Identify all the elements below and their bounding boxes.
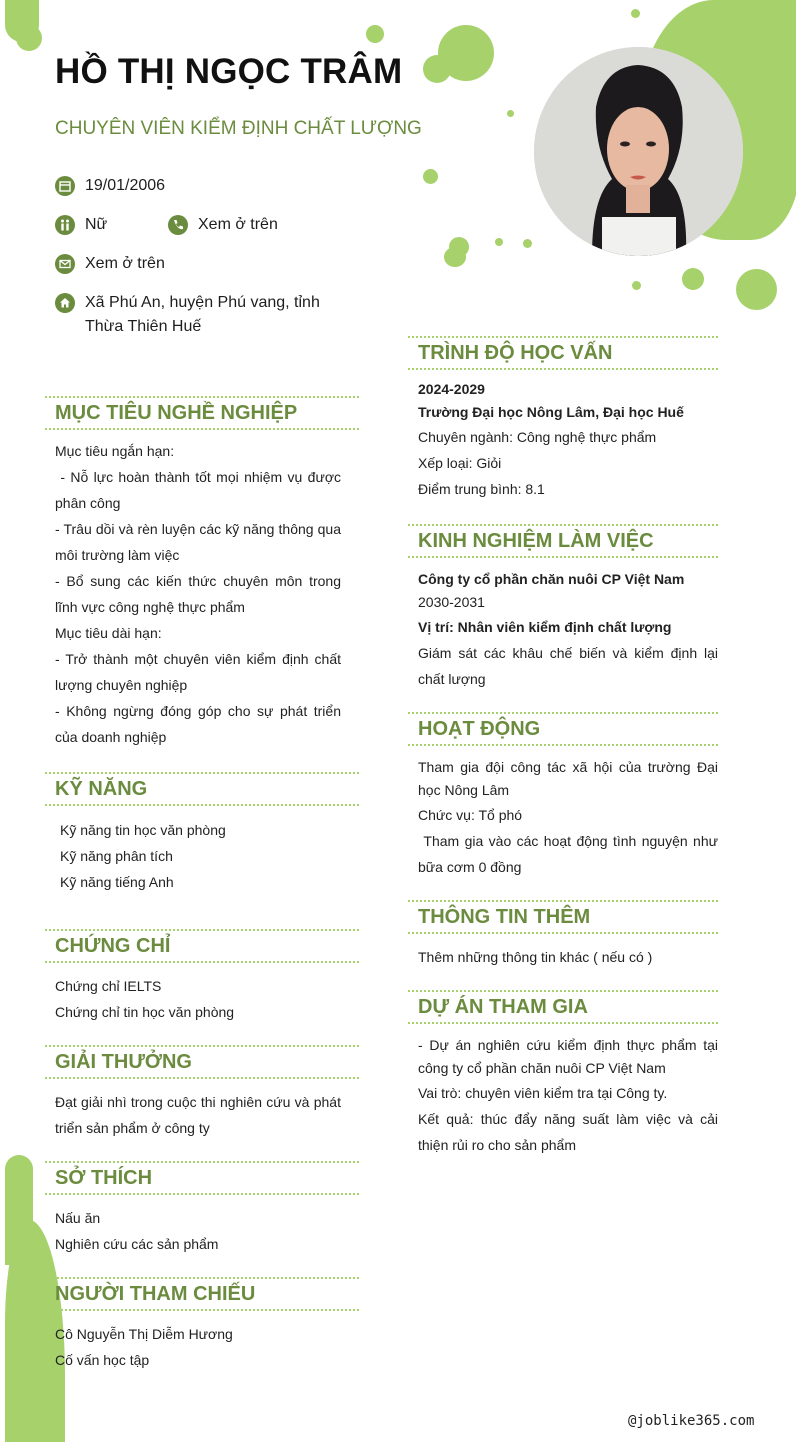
education-major: Chuyên ngành: Công nghệ thực phẩm xyxy=(418,429,657,445)
certificate-item: Chứng chỉ IELTS xyxy=(55,978,162,994)
decor-dot xyxy=(423,169,438,184)
gender-icon xyxy=(55,215,75,235)
decor-dot xyxy=(495,238,503,246)
contact-dob xyxy=(55,174,165,198)
project-role: Vai trò: chuyên viên kiểm tra tại Công ty. xyxy=(418,1085,668,1101)
decor-dot xyxy=(444,247,466,267)
objective-line: - Nỗ lực hoàn thành tốt mọi nhiệm vụ được phân công xyxy=(55,469,345,511)
section-additional xyxy=(408,900,718,970)
gender-text: Nữ xyxy=(85,216,108,233)
address-line1: Xã Phú An, huyện Phú vang, tỉnh xyxy=(85,294,320,311)
objective-line: - Không ngừng đóng góp cho sự phát triển của doanh nghiệp xyxy=(55,703,341,745)
education-years: 2024-2029 xyxy=(418,381,485,397)
decor-dot xyxy=(523,239,532,248)
calendar-icon xyxy=(55,176,75,196)
section-header xyxy=(45,929,359,963)
section-header xyxy=(45,396,359,430)
education-gpa: Điểm trung bình: 8.1 xyxy=(418,481,545,497)
section-title: NGƯỜI THAM CHIẾU xyxy=(55,1282,256,1305)
section-title: THÔNG TIN THÊM xyxy=(418,905,591,928)
candidate-name: HỒ THỊ NGỌC TRÂM xyxy=(55,52,403,91)
education-rank: Xếp loại: Giỏi xyxy=(418,455,502,471)
award-text: Đạt giải nhì trong cuộc thi nghiên cứu và phát triển sản phẩm ở công ty xyxy=(55,1094,341,1136)
reference-item: Cô Nguyễn Thị Diễm Hương xyxy=(55,1326,233,1342)
section-title: GIẢI THƯỞNG xyxy=(55,1050,192,1073)
contact-address xyxy=(55,291,320,339)
section-title: MỤC TIÊU NGHỀ NGHIỆP xyxy=(55,401,298,424)
contact-phone xyxy=(168,213,278,237)
decor-dot xyxy=(507,110,514,117)
decor-dot xyxy=(631,9,640,18)
experience-description: Giám sát các khâu chế biến và kiểm định lại chất lượng xyxy=(418,645,718,687)
objective-line: - Bổ sung các kiến thức chuyên môn trong lĩnh vực công nghệ thực phẩm xyxy=(55,573,341,615)
section-title: SỞ THÍCH xyxy=(55,1166,153,1189)
reference-item: Cố vấn học tập xyxy=(55,1352,150,1368)
skill-item: Kỹ năng phân tích xyxy=(60,848,173,864)
section-skills xyxy=(45,772,359,895)
certificate-item: Chứng chỉ tin học văn phòng xyxy=(55,1004,235,1020)
section-activities xyxy=(408,712,722,880)
objective-line: Mục tiêu ngắn hạn: xyxy=(55,443,175,459)
decor-dot xyxy=(682,268,704,290)
decor-dot xyxy=(423,55,451,83)
objective-line: - Trở thành một chuyên viên kiểm định chất lượng chuyên nghiệp xyxy=(55,651,341,693)
email-text: Xem ở trên xyxy=(85,255,165,272)
experience-years: 2030-2031 xyxy=(418,594,485,610)
section-title: CHỨNG CHỈ xyxy=(55,934,171,957)
email-icon xyxy=(55,254,75,274)
section-hobbies xyxy=(45,1161,359,1257)
phone-text: Xem ở trên xyxy=(198,216,278,233)
section-title: DỰ ÁN THAM GIA xyxy=(418,995,588,1018)
profile-photo xyxy=(534,47,743,256)
hobby-item: Nghiên cứu các sản phẩm xyxy=(55,1236,219,1252)
section-header xyxy=(408,336,718,370)
section-header xyxy=(408,712,718,746)
experience-position: Vị trí: Nhân viên kiểm định chất lượng xyxy=(418,619,672,635)
decor-dot xyxy=(366,25,384,43)
address-line2: Thừa Thiên Huế xyxy=(85,318,202,335)
objective-line: Mục tiêu dài hạn: xyxy=(55,625,162,641)
skill-item: Kỹ năng tiếng Anh xyxy=(60,874,174,890)
contact-gender xyxy=(55,213,107,237)
section-awards xyxy=(45,1045,359,1141)
section-header xyxy=(408,900,718,934)
education-school: Trường Đại học Nông Lâm, Đại học Huế xyxy=(418,404,684,420)
section-title: HOẠT ĐỘNG xyxy=(418,717,541,740)
section-header xyxy=(45,1161,359,1195)
project-name: - Dự án nghiên cứu kiểm định thực phẩm tại công ty cổ phần chăn nuôi CP Việt Nam xyxy=(418,1037,718,1076)
watermark: @joblike365.com xyxy=(628,1413,755,1429)
section-projects xyxy=(408,990,718,1158)
section-title: KINH NGHIỆM LÀM VIỆC xyxy=(418,529,654,552)
experience-company: Công ty cổ phần chăn nuôi CP Việt Nam xyxy=(418,571,685,587)
section-education xyxy=(408,336,718,502)
section-experience xyxy=(408,524,718,692)
section-title: KỸ NĂNG xyxy=(55,777,148,800)
section-header xyxy=(408,990,718,1024)
hobby-item: Nấu ăn xyxy=(55,1210,101,1226)
activity-org: Tham gia đội công tác xã hội của trường Đại học Nông Lâm xyxy=(418,759,718,798)
objective-line: - Trâu dồi và rèn luyện các kỹ năng thông qua môi trường làm việc xyxy=(55,521,341,563)
contact-email xyxy=(55,252,165,276)
additional-text: Thêm những thông tin khác ( nếu có ) xyxy=(418,949,653,965)
project-result: Kết quả: thúc đẩy năng suất làm việc và cải thiện rủi ro cho sản phẩm xyxy=(418,1111,718,1153)
skill-item: Kỹ năng tin học văn phòng xyxy=(60,822,226,838)
section-references xyxy=(45,1277,359,1373)
decor-dot xyxy=(16,25,42,51)
decor-dot xyxy=(632,281,641,290)
section-header xyxy=(45,1045,359,1079)
dob-text: 19/01/2006 xyxy=(85,177,166,194)
decor-dot xyxy=(736,269,777,310)
activity-position: Chức vụ: Tổ phó xyxy=(418,807,523,823)
section-header xyxy=(45,1277,359,1311)
section-certificates xyxy=(45,929,359,1025)
job-title: CHUYÊN VIÊN KIỂM ĐỊNH CHẤT LƯỢNG xyxy=(55,118,422,139)
section-objective xyxy=(45,396,359,750)
section-title: TRÌNH ĐỘ HỌC VẤN xyxy=(418,341,613,364)
section-header xyxy=(408,524,718,558)
home-icon xyxy=(55,293,75,313)
section-header xyxy=(45,772,359,806)
activity-detail: Tham gia vào các hoạt động tình nguyện như bữa cơm 0 đồng xyxy=(418,833,722,875)
phone-icon xyxy=(168,215,188,235)
